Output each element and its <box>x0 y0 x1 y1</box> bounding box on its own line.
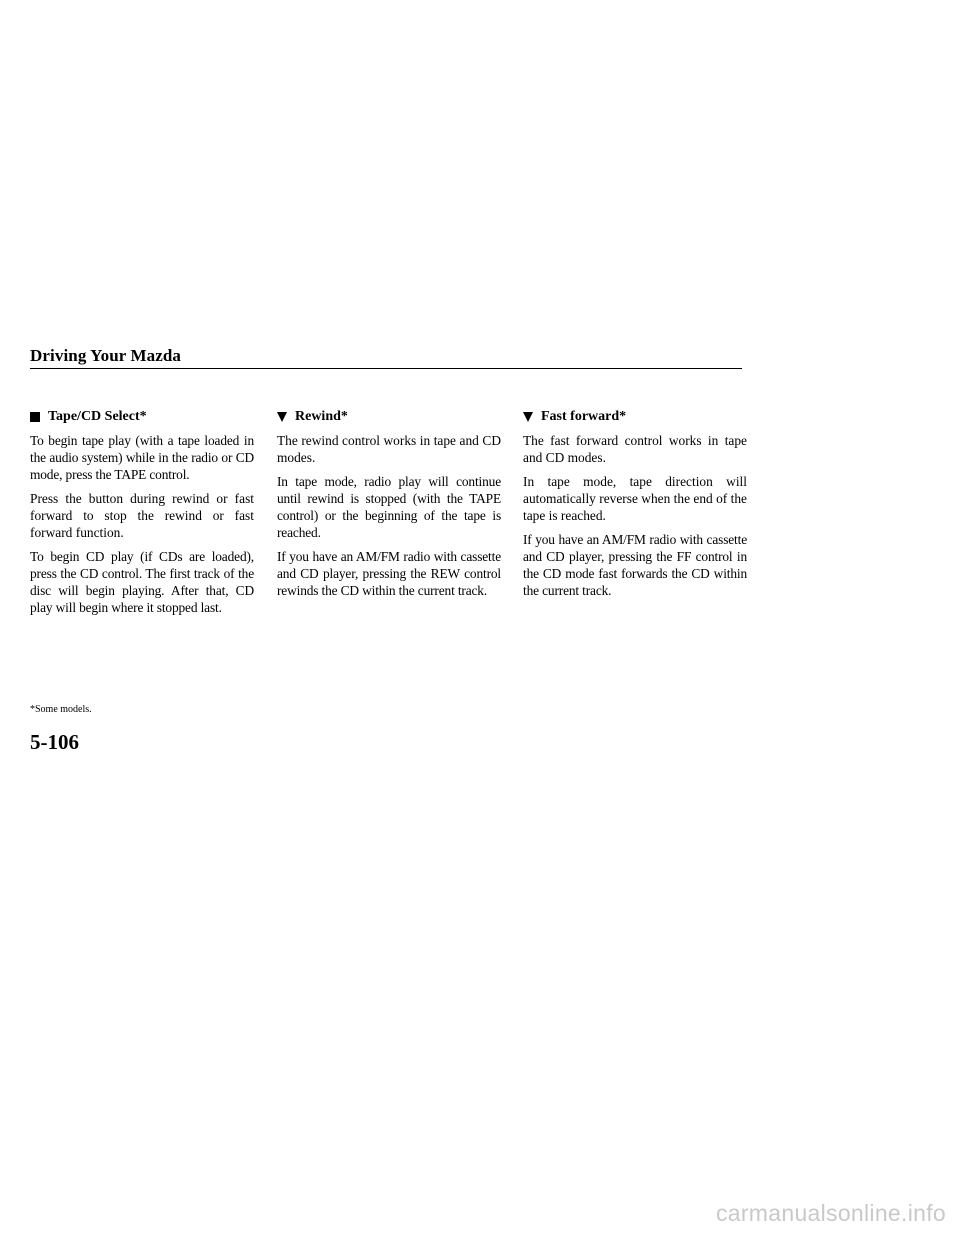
paragraph: If you have an AM/FM radio with cassette and CD player, pressing the FF control in the CD mode fast forwards the CD within the current track. <box>523 532 747 598</box>
subsection-heading <box>523 408 747 425</box>
subsection-heading <box>30 408 254 425</box>
paragraph: In tape mode, tape direction will automatically reverse when the end of the tape is reached. <box>523 474 747 523</box>
paragraph: To begin CD play (if CDs are loaded), press the CD control. The first track of the disc will begin playing. After that, CD play will begin where it stopped last. <box>30 549 254 615</box>
subsection-heading <box>277 408 501 425</box>
paragraph: The rewind control works in tape and CD modes. <box>277 433 501 465</box>
paragraph: Press the button during rewind or fast forward to stop the rewind or fast forward function. <box>30 491 254 540</box>
paragraph: If you have an AM/FM radio with cassette and CD player, pressing the REW control rewinds the CD within the current track. <box>277 549 501 598</box>
section-title: Driving Your Mazda <box>30 346 182 365</box>
triangle-bullet-icon <box>523 412 533 422</box>
square-bullet-icon <box>30 412 40 422</box>
paragraph: The fast forward control works in tape and CD modes. <box>523 433 747 465</box>
footnote: *Some models. <box>30 704 92 715</box>
column-fast-forward <box>523 408 747 606</box>
column-tape-cd-select <box>30 408 254 623</box>
triangle-bullet-icon <box>277 412 287 422</box>
column-rewind <box>277 408 501 606</box>
heading-text: Tape/CD Select* <box>48 409 147 424</box>
paragraph: In tape mode, radio play will continue until rewind is stopped (with the TAPE control) or the beginning of the tape is reached. <box>277 474 501 540</box>
paragraph: To begin tape play (with a tape loaded in the audio system) while in the radio or CD mode, press the TAPE control. <box>30 433 254 482</box>
header-divider <box>30 368 742 369</box>
heading-text: Rewind* <box>295 409 348 424</box>
heading-text: Fast forward* <box>541 409 627 424</box>
page-number: 5-106 <box>30 730 79 754</box>
watermark-link[interactable]: carmanualsonline.info <box>715 1200 946 1226</box>
